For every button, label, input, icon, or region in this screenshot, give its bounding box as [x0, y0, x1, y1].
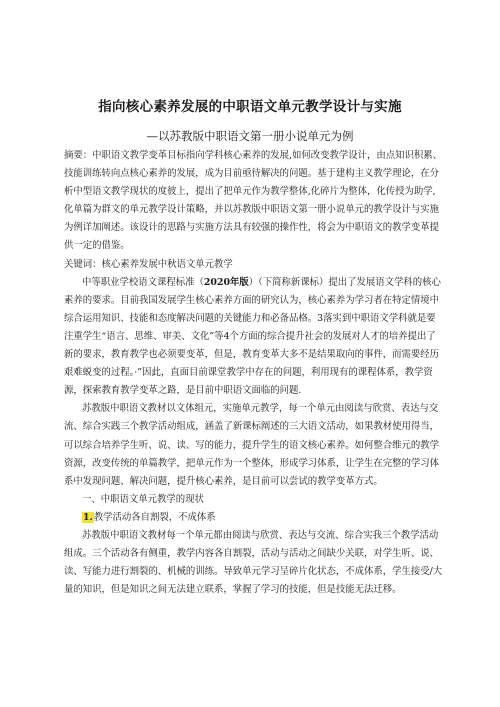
highlighted-number: 1.: [83, 511, 93, 523]
body-paragraph-1: [64, 274, 444, 401]
abstract-paragraph: 摘要：中职语文教学变革目标指向学科核心素养的发展,如何改变教学设计，由点知识积累、技能训练转向点核心素养的发展，成为目前亟待解决的问题。基于建构主义教学理论，在分析中型语文教学现状的度彼上，提出了把单元作为教学整体,化碎片为整体，化传授为助学,化单篇为群文的单元教学设计策略，并以苏教版中职语文第一册小说单元的教学设计与实施为例详加阐述。该设计的思路与实施方法具有较强的操作性，将会为中职语文的教学变革提供一定的借鉴。: [64, 150, 442, 252]
subsection-heading-text: 教学活动各自割裂，不成体系: [93, 511, 216, 523]
body-paragraph-2: 苏教版中职语文教材以文体组元，实施单元教学，每一个单元由阅读与欣赏、表达与交流、综合实践三个教学活动组成，涵盖了新课标阐述的三大语文活动，如果教材使用得当，可以综合培养学生听、说、读、写的能力，提升学生的语文核心素养。如何整合维元的教学资源，改变传统的单篇教学，把单元作为一个整体，形成学习体系，让学生在完整的学习体系中发现问题、解决问题，提升核心素养，是目前可以尝试的教学变革方式。: [64, 403, 440, 487]
section-heading-1: 一、中职语文单元教学的现状: [82, 493, 204, 505]
document-title: 指向核心素养发展的中职语文单元教学设计与实施: [98, 99, 402, 115]
keywords-line: 关键词：核心素养发展中秋语文单元教学: [64, 258, 233, 270]
p1-text-after: ）（下简称新课标）提出了发展语文学科的核心素养的要求。目前我国发展学生核心素养方面的研究认为，核心素养为学习者在特定情境中综合运用知识、技能和态度解决问题的关键能力和必备品格。3落实到中职语文学科就是要注重学生“语言、思维、审美、文化”等4个方面的综合提升社会的发展对人才的培养提出了新的要求，教育教学也必须要变革，但是，教育变革大多不是结果取向的事件，而需要经历艰难蜕变的过程。·”因此，直面目前课堂教学中存在的问题，利用现有的课程体系，教学资源，探索教育教学变革之路，是目前中职语文面临的问题.: [64, 276, 441, 397]
document-subtitle: —以苏教版中职语文第一册小说单元为例: [146, 129, 354, 143]
document-body: [64, 147, 444, 599]
p1-text-before: 中等职业学校语文课程标准（: [82, 276, 204, 288]
p1-text-bold: 2020年版: [203, 276, 249, 288]
body-paragraph-3: 苏教版中职语文教材每一个单元都由阅读与欣赏、表达与交流、综合实我三个教学活动组成。三个活动各有侧重，教学内容各自割裂，活动与活动之间缺少关联，对学生听、说、读、写能力进行割裂的、机械的训练。导致单元学习呈碎片化状态，不成体系，学生接受/大量的知识，但是知识之间无法建立联系，掌握了学习的技能，但是技能无法迁移。: [64, 529, 443, 596]
subsection-heading-1: [64, 509, 444, 527]
